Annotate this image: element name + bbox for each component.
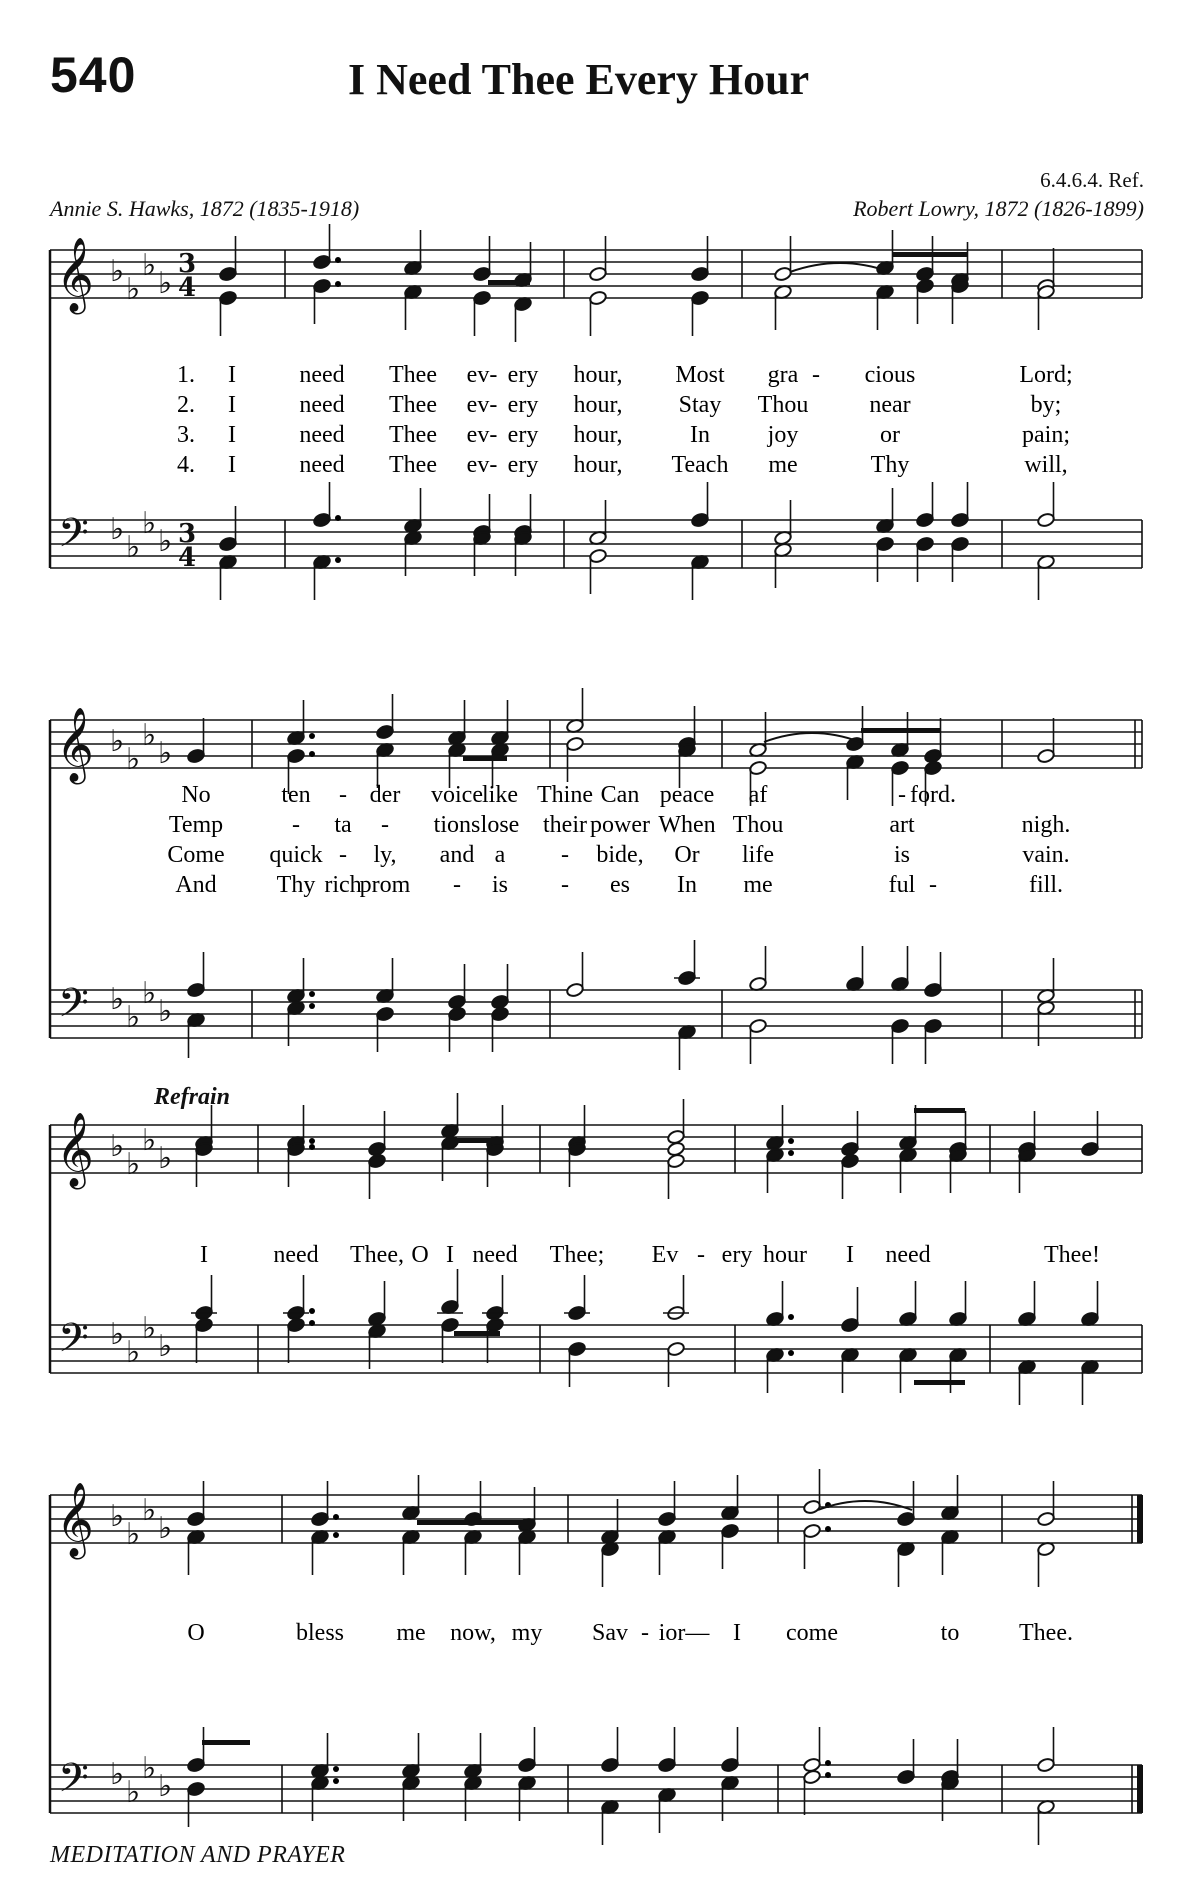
lyric-syllable: I	[733, 1620, 741, 1646]
dot	[309, 1320, 315, 1326]
lyric-syllable: ev-	[466, 392, 498, 418]
bass-clef-icon: 𝄢	[58, 1315, 89, 1371]
lyric-syllable: Most	[675, 362, 725, 388]
beam	[456, 1138, 502, 1143]
treble-clef-icon: 𝄞	[56, 708, 94, 782]
lyric-syllable: ery	[507, 452, 539, 478]
lyric-syllable: ev-	[466, 452, 498, 478]
lyric-syllable: ery	[721, 1242, 753, 1268]
flat-icon: ♭	[142, 976, 157, 1011]
beam	[202, 1740, 250, 1745]
half-note	[566, 982, 585, 998]
bass-clef-icon: 𝄢	[58, 980, 89, 1036]
quarter-note	[287, 748, 306, 764]
half-note	[803, 1523, 822, 1539]
lyric-syllable: is	[491, 872, 509, 898]
composer-credit: Robert Lowry, 1872 (1826-1899)	[853, 196, 1144, 221]
half-note	[589, 290, 608, 306]
quarter-note	[658, 1511, 677, 1527]
flat-icon: ♭	[142, 1311, 157, 1346]
lyric-syllable: need	[299, 452, 345, 478]
lyric-syllable: ly,	[373, 842, 397, 868]
lyric-syllable: Or	[674, 842, 700, 868]
quarter-note	[691, 266, 710, 282]
dot	[309, 1003, 315, 1009]
beam	[488, 280, 530, 285]
flat-icon: ♭	[142, 248, 157, 283]
lyric-syllable: a	[494, 842, 506, 868]
lyric-syllable: hour	[763, 1242, 807, 1268]
lyric-syllable: I	[200, 1242, 208, 1268]
half-note	[589, 266, 608, 282]
flat-icon: ♭	[158, 736, 173, 771]
quarter-note	[195, 1317, 214, 1333]
lyric-syllable: and	[439, 842, 475, 868]
lyric-syllable: I	[228, 452, 236, 478]
lyric-syllable: der	[369, 782, 401, 808]
lyric-syllable: rich	[324, 872, 362, 898]
flat-icon: ♭	[158, 994, 173, 1029]
lyric-syllable: power	[590, 812, 650, 838]
tie	[790, 263, 890, 272]
quarter-note	[376, 1006, 395, 1022]
lyric-syllable: quick	[269, 842, 323, 868]
lyric-syllable: ev-	[466, 422, 498, 448]
tie	[764, 733, 860, 742]
half-note	[667, 1153, 686, 1169]
dot	[309, 991, 315, 997]
bass-clef-icon: 𝄢	[58, 510, 89, 566]
quarter-note	[691, 290, 710, 306]
lyric-syllable: Thee!	[1044, 1242, 1100, 1268]
half-note	[589, 548, 608, 564]
flat-icon: ♭	[126, 1147, 141, 1182]
flat-icon: ♭	[126, 1517, 141, 1552]
half-note	[749, 760, 768, 776]
lyric-syllable: joy	[767, 422, 799, 448]
lyric-syllable: I	[228, 362, 236, 388]
lyric-syllable: cious	[864, 362, 916, 388]
half-note	[803, 1769, 822, 1785]
lyric-syllable: And	[175, 872, 217, 898]
lyric-syllable: fill.	[1029, 872, 1063, 898]
quarter-note	[691, 512, 710, 528]
time-signature-top: 3	[178, 249, 197, 279]
lyric-syllable: In	[677, 872, 697, 898]
lyric-syllable: gra	[767, 362, 799, 388]
dot	[333, 1532, 339, 1538]
lyric-syllable: peace	[659, 782, 715, 808]
flat-icon: ♭	[158, 524, 173, 559]
lyric-syllable: ta	[334, 812, 352, 838]
lyric-syllable: Temp	[168, 812, 224, 838]
hymn-title: I Need Thee Every Hour	[348, 55, 810, 104]
flat-icon: ♭	[110, 724, 125, 759]
lyric-syllable: ior—	[658, 1620, 710, 1646]
lyric-syllable: bide,	[596, 842, 644, 868]
lyric-syllable: hour,	[573, 392, 623, 418]
lyric-syllable: like	[482, 782, 518, 808]
dot	[788, 1150, 794, 1156]
flat-icon: ♭	[110, 1499, 125, 1534]
treble-clef-icon: 𝄞	[56, 238, 94, 312]
lyric-syllable: Thine	[537, 782, 593, 808]
dot	[333, 1778, 339, 1784]
quarter-note	[916, 278, 935, 294]
verse-number: 4.	[177, 452, 195, 478]
lyric-syllable: -	[898, 782, 906, 808]
quarter-note	[368, 1153, 387, 1169]
dot	[825, 1760, 831, 1766]
quarter-note	[897, 1769, 916, 1785]
tie	[818, 1501, 912, 1510]
lyric-syllable: need	[885, 1242, 931, 1268]
quarter-note	[187, 1511, 206, 1527]
flat-icon: ♭	[142, 1751, 157, 1786]
lyric-syllable: Thou	[732, 812, 784, 838]
lyric-syllable: O	[411, 1242, 429, 1268]
flat-icon: ♭	[158, 266, 173, 301]
flat-icon: ♭	[142, 1493, 157, 1528]
lyric-syllable: prom	[359, 872, 411, 898]
lyric-syllable: need	[273, 1242, 319, 1268]
verse-number: 2.	[177, 392, 195, 418]
lyric-syllable: me	[768, 452, 798, 478]
lyric-syllable: need	[299, 422, 345, 448]
lyric-syllable: Thy	[870, 452, 910, 478]
lyric-syllable: -	[697, 1242, 705, 1268]
dot	[309, 1138, 315, 1144]
bass-clef-icon: 𝄢	[58, 1755, 89, 1811]
lyric-syllable: I	[228, 392, 236, 418]
lyric-syllable: -	[381, 812, 389, 838]
lyric-syllable: Thee	[389, 422, 437, 448]
quarter-note	[313, 278, 332, 294]
lyric-syllable: Ev	[651, 1242, 679, 1268]
lyric-syllable: now,	[450, 1620, 496, 1646]
lyric-syllable: tions	[433, 812, 481, 838]
beam	[914, 1380, 965, 1385]
lyric-syllable: by;	[1030, 392, 1062, 418]
half-note	[667, 1341, 686, 1357]
lyric-syllable: need	[299, 392, 345, 418]
meter-label: 6.4.6.4. Ref.	[1040, 168, 1144, 192]
lyric-syllable: -	[641, 1620, 649, 1646]
lyric-syllable: vain.	[1022, 842, 1070, 868]
flat-icon: ♭	[126, 530, 141, 565]
quarter-note	[891, 1018, 910, 1034]
lyric-syllable: will,	[1024, 452, 1068, 478]
flat-icon: ♭	[126, 1775, 141, 1810]
lyric-syllable: hour,	[573, 362, 623, 388]
quarter-note	[841, 1317, 860, 1333]
quarter-note	[311, 1511, 330, 1527]
quarter-note	[951, 512, 970, 528]
quarter-note	[891, 760, 910, 776]
quarter-note	[376, 724, 395, 740]
flat-icon: ♭	[158, 1141, 173, 1176]
lyric-syllable: ery	[507, 362, 539, 388]
dot	[335, 515, 341, 521]
quarter-note	[313, 254, 332, 270]
lyric-syllable: ten	[281, 782, 311, 808]
lyric-syllable: Thou	[757, 392, 809, 418]
half-note	[566, 736, 585, 752]
quarter-note	[897, 1511, 916, 1527]
lyric-syllable: -	[812, 362, 820, 388]
lyric-syllable: art	[889, 812, 915, 838]
beam	[463, 756, 507, 761]
verse-number: 1.	[177, 362, 195, 388]
lyric-syllable: Thee.	[1019, 1620, 1073, 1646]
quarter-note	[658, 1757, 677, 1773]
lyric-syllable: need	[472, 1242, 518, 1268]
quarter-note	[924, 760, 943, 776]
lyric-syllable: I	[228, 422, 236, 448]
quarter-note	[924, 1018, 943, 1034]
quarter-note	[287, 1317, 306, 1333]
lyric-syllable: I	[846, 1242, 854, 1268]
lyric-syllable: -	[929, 872, 937, 898]
quarter-note	[518, 1757, 537, 1773]
flat-icon: ♭	[110, 254, 125, 289]
quarter-note	[568, 1341, 587, 1357]
flat-icon: ♭	[110, 1129, 125, 1164]
lyric-syllable: come	[786, 1620, 838, 1646]
lyric-syllable: -	[561, 872, 569, 898]
flat-icon: ♭	[158, 1511, 173, 1546]
lyric-syllable: pain;	[1022, 422, 1070, 448]
dot	[333, 1514, 339, 1520]
half-note	[1037, 512, 1056, 528]
time-signature-bottom: 4	[178, 273, 197, 303]
lyric-syllable: life	[742, 842, 774, 868]
flat-icon: ♭	[158, 1769, 173, 1804]
lyric-syllable: af	[748, 782, 768, 808]
quarter-note	[721, 1523, 740, 1539]
quarter-note	[876, 536, 895, 552]
flat-icon: ♭	[126, 742, 141, 777]
time-signature-bottom: 4	[178, 543, 197, 573]
dot	[788, 1314, 794, 1320]
lyric-syllable: I	[446, 1242, 454, 1268]
lyric-syllable: Thee,	[350, 1242, 404, 1268]
lyric-syllable: my	[511, 1620, 543, 1646]
author-credit: Annie S. Hawks, 1872 (1835-1918)	[50, 196, 360, 221]
lyric-syllable: nigh.	[1021, 812, 1071, 838]
lyric-syllable: hour,	[573, 452, 623, 478]
lyric-syllable: their	[543, 812, 587, 838]
beam	[454, 1331, 500, 1336]
quarter-note	[219, 536, 238, 552]
lyric-syllable: lose	[480, 812, 520, 838]
quarter-note	[486, 1317, 505, 1333]
dot	[788, 1350, 794, 1356]
quarter-note	[491, 1006, 510, 1022]
flat-icon: ♭	[142, 1123, 157, 1158]
flat-icon: ♭	[126, 1000, 141, 1035]
dot	[309, 1144, 315, 1150]
quarter-note	[473, 290, 492, 306]
quarter-note	[924, 982, 943, 998]
dot	[825, 1772, 831, 1778]
section-footer: MEDITATION AND PRAYER	[50, 1842, 346, 1868]
lyric-syllable: ery	[507, 392, 539, 418]
flat-icon: ♭	[110, 512, 125, 547]
flat-icon: ♭	[126, 272, 141, 307]
lyric-syllable: Come	[167, 842, 225, 868]
quarter-note	[916, 536, 935, 552]
flat-icon: ♭	[142, 718, 157, 753]
quarter-note	[1081, 1141, 1100, 1157]
half-note	[1037, 748, 1056, 764]
dot	[333, 1766, 339, 1772]
flat-icon: ♭	[126, 1335, 141, 1370]
dot	[788, 1138, 794, 1144]
lyric-syllable: me	[396, 1620, 426, 1646]
dot	[825, 1526, 831, 1532]
treble-clef-icon: 𝄞	[56, 1483, 94, 1557]
half-note	[749, 1018, 768, 1034]
flat-icon: ♭	[142, 506, 157, 541]
dot	[335, 281, 341, 287]
lyric-syllable: is	[893, 842, 911, 868]
quarter-note	[951, 536, 970, 552]
flat-icon: ♭	[110, 982, 125, 1017]
flat-icon: ♭	[110, 1757, 125, 1792]
quarter-note	[219, 290, 238, 306]
quarter-note	[219, 266, 238, 282]
lyric-syllable: Teach	[671, 452, 729, 478]
quarter-note	[473, 266, 492, 282]
refrain-label: Refrain	[154, 1084, 231, 1110]
half-note	[803, 1499, 822, 1515]
lyric-syllable: ful	[888, 872, 916, 898]
lyric-syllable: Thee	[389, 452, 437, 478]
lyric-syllable: -	[339, 842, 347, 868]
lyric-syllable: Sav	[592, 1620, 628, 1646]
lyric-syllable: Stay	[678, 392, 722, 418]
hymn-number: 540	[50, 47, 137, 103]
quarter-note	[916, 512, 935, 528]
treble-clef-icon: 𝄞	[56, 1113, 94, 1187]
beam	[417, 1520, 534, 1525]
lyric-syllable: In	[690, 422, 710, 448]
quarter-note	[187, 1781, 206, 1797]
lyric-syllable: -	[339, 782, 347, 808]
half-note	[1037, 1757, 1056, 1773]
lyric-syllable: near	[869, 392, 911, 418]
lyric-syllable: bless	[296, 1620, 344, 1646]
lyric-syllable: Thy	[276, 872, 316, 898]
lyric-syllable: ev-	[466, 362, 498, 388]
lyric-syllable: -	[453, 872, 461, 898]
flat-icon: ♭	[158, 1329, 173, 1364]
lyric-syllable: -	[561, 842, 569, 868]
dot	[309, 733, 315, 739]
quarter-note	[441, 1317, 460, 1333]
quarter-note	[313, 512, 332, 528]
quarter-note	[187, 982, 206, 998]
flat-icon: ♭	[110, 1317, 125, 1352]
lyric-syllable: to	[940, 1620, 960, 1646]
lyric-syllable: or	[880, 422, 900, 448]
lyric-syllable: No	[181, 782, 211, 808]
lyric-syllable: Can	[600, 782, 640, 808]
dot	[309, 1308, 315, 1314]
quarter-note	[841, 1153, 860, 1169]
lyric-syllable: ford.	[910, 782, 956, 808]
lyric-syllable: Thee	[389, 392, 437, 418]
quarter-note	[721, 1757, 740, 1773]
beam	[914, 1108, 965, 1113]
quarter-note	[187, 748, 206, 764]
lyric-syllable: voice	[431, 782, 483, 808]
quarter-note	[601, 1757, 620, 1773]
lyric-syllable: Thee	[389, 362, 437, 388]
lyric-syllable: O	[187, 1620, 205, 1646]
beam	[892, 252, 968, 257]
lyric-syllable: need	[299, 362, 345, 388]
lyric-syllable: Thee;	[549, 1242, 605, 1268]
quarter-note	[448, 1006, 467, 1022]
lyric-syllable: hour,	[573, 422, 623, 448]
lyric-syllable: me	[743, 872, 773, 898]
time-signature-top: 3	[178, 519, 197, 549]
lyric-syllable: When	[658, 812, 716, 838]
lyric-syllable: Lord;	[1019, 362, 1073, 388]
half-note	[774, 266, 793, 282]
dot	[335, 557, 341, 563]
beam	[861, 728, 940, 733]
lyric-syllable: es	[610, 872, 630, 898]
dot	[335, 257, 341, 263]
half-note	[1037, 1511, 1056, 1527]
dot	[309, 751, 315, 757]
lyric-syllable: -	[292, 812, 300, 838]
lyric-syllable: ery	[507, 422, 539, 448]
quarter-note	[187, 1757, 206, 1773]
verse-number: 3.	[177, 422, 195, 448]
